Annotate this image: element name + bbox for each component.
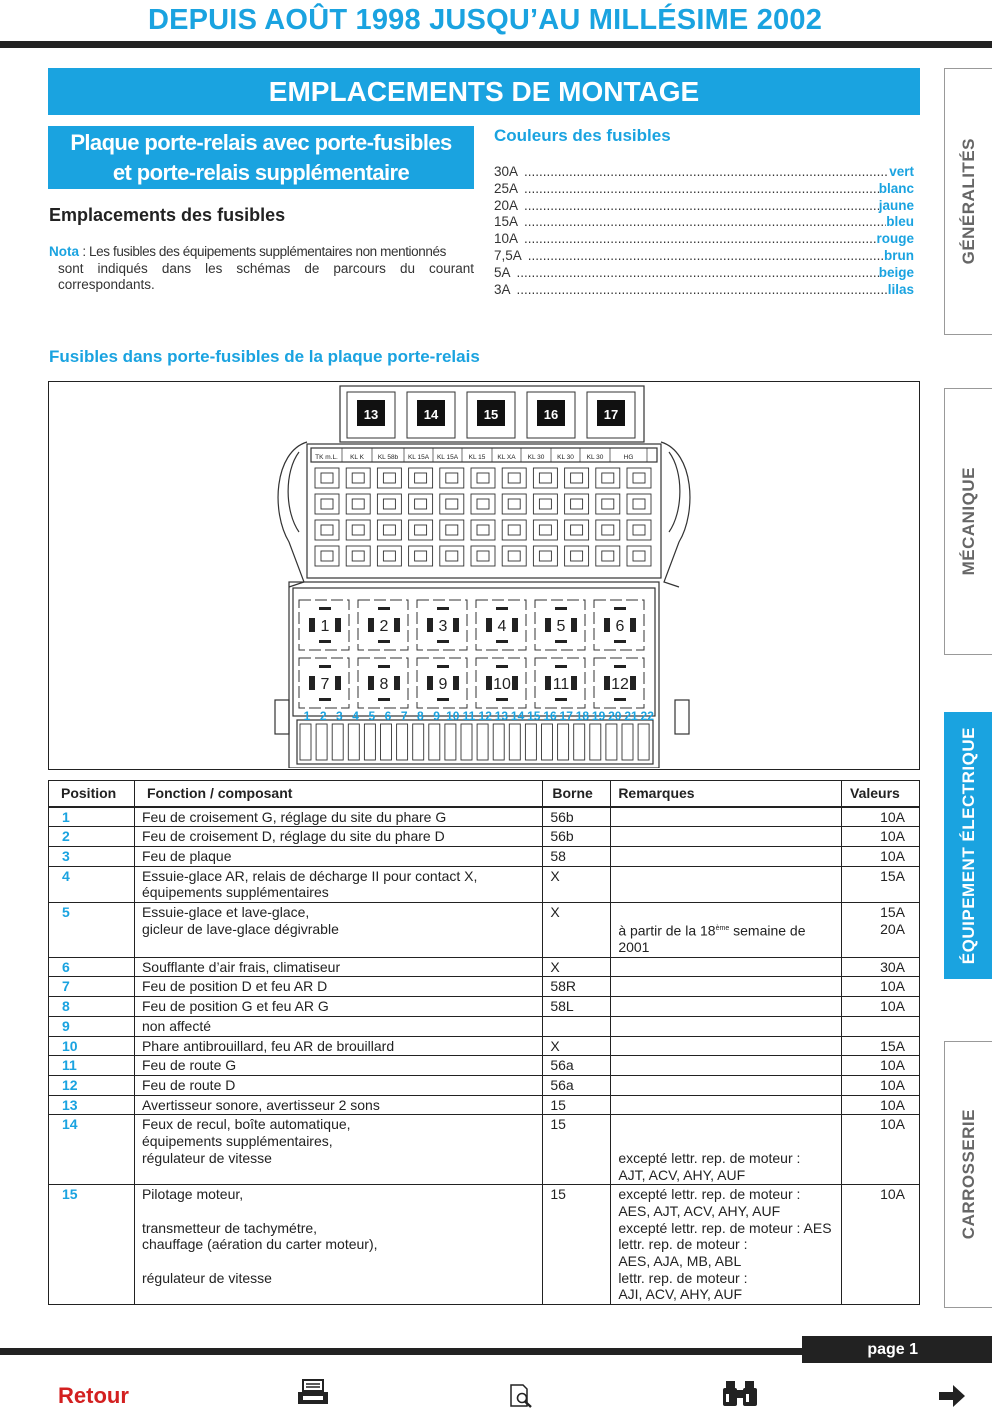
fonction-line: Avertisseur sonore, avertisseur 2 sons	[141, 1096, 380, 1113]
fuse-number: 12	[478, 709, 492, 723]
cell-position: 4	[49, 866, 135, 902]
fonction-line: Feu de croisement D, réglage du site du phare D	[141, 828, 445, 845]
cell-fonction	[134, 1185, 542, 1305]
table-row	[49, 1016, 920, 1036]
fuse-number: 8	[417, 709, 424, 723]
cell-remarques	[611, 866, 842, 902]
cell-remarques	[611, 846, 842, 866]
cell-position: 15	[49, 1185, 135, 1305]
table-row	[49, 807, 920, 827]
cell-borne: 58R	[543, 977, 611, 997]
remarque-line	[618, 1116, 834, 1133]
remarque-line: AJT, ACV, AHY, AUF	[618, 1166, 746, 1183]
cell-remarques	[611, 1095, 842, 1115]
terminal-label: KL 15A	[436, 454, 459, 461]
cell-fonction	[134, 807, 542, 827]
cell-fonction	[134, 1115, 542, 1185]
table-row	[49, 1115, 920, 1185]
cell-position: 1	[49, 807, 135, 827]
relay-number: 5	[556, 618, 566, 635]
cell-position: 10	[49, 1036, 135, 1056]
relay-position	[594, 600, 644, 650]
nota-label: Nota	[49, 244, 79, 259]
cell-borne	[543, 1016, 611, 1036]
terminal-label: KL 30	[527, 454, 545, 461]
fuse-number: 21	[624, 709, 638, 723]
valeur-line: 30A	[880, 958, 905, 975]
table-row	[49, 846, 920, 866]
col-fonction: Fonction / composant	[134, 781, 542, 807]
cell-fonction	[134, 1036, 542, 1056]
fonction-line	[142, 1253, 535, 1270]
valeur-line: 10A	[880, 1057, 905, 1074]
relay-number: 3	[438, 618, 448, 635]
nota-line1: : Les fusibles des équipements supplémentaires non mentionnés	[79, 244, 446, 259]
table-row	[49, 1056, 920, 1076]
fonction-line: Essuie-glace AR, relais de décharge II pour contact X,	[141, 867, 478, 884]
remarque-line: excepté lettr. rep. de moteur : AES	[618, 1219, 832, 1236]
side-tab-carrosserie[interactable]: CARROSSERIE	[944, 1041, 992, 1308]
col-borne: Borne	[543, 781, 611, 807]
relay-position	[594, 658, 644, 708]
fonction-line: Phare antibrouillard, feu AR de brouillard	[141, 1037, 395, 1054]
terminal-label: KL 30	[586, 454, 604, 461]
top-relay-number: 13	[363, 407, 379, 422]
relay-position	[535, 600, 585, 650]
fuse-number: 7	[400, 709, 408, 723]
remarque-line: lettr. rep. de moteur :	[618, 1236, 748, 1253]
valeur-line: 10A	[880, 1186, 905, 1203]
cell-remarques	[611, 997, 842, 1017]
cell-fonction	[134, 1056, 542, 1076]
table-row	[49, 1036, 920, 1056]
fuse-number: 22	[640, 709, 654, 723]
fonction-line: équipements supplémentaires,	[141, 1133, 333, 1150]
cell-fonction	[134, 827, 542, 847]
valeur-line: 20A	[880, 920, 905, 937]
terminal-label: HG	[623, 454, 634, 461]
cell-borne: X	[543, 866, 611, 902]
table-row	[49, 1185, 920, 1305]
relay-number: 12	[611, 676, 629, 693]
cell-borne: 15	[543, 1115, 611, 1185]
top-relay-number: 14	[423, 407, 439, 422]
relay-position	[476, 600, 526, 650]
cell-valeur	[842, 827, 920, 847]
cell-position: 3	[49, 846, 135, 866]
fonction-line: Essuie-glace et lave-glace,	[141, 904, 310, 921]
fuse-number: 15	[527, 709, 541, 723]
fuse-number: 6	[384, 709, 392, 723]
relay-position	[299, 658, 349, 708]
cell-position: 6	[49, 957, 135, 977]
fonction-line: gicleur de lave-glace dégivrable	[141, 920, 339, 937]
top-relay-number: 17	[603, 407, 619, 422]
col-valeurs: Valeurs	[842, 781, 920, 807]
fuse-color-list	[494, 164, 914, 298]
fuse-number: 9	[433, 709, 440, 723]
cell-valeur	[842, 1185, 920, 1305]
table-row	[49, 866, 920, 902]
table-row	[49, 957, 920, 977]
fuse-number: 10	[446, 709, 460, 723]
cell-borne: 56b	[543, 827, 611, 847]
valeur-line: 10A	[880, 998, 905, 1015]
cell-fonction	[134, 1095, 542, 1115]
fonction-line: Feu de position D et feu AR D	[141, 978, 328, 995]
table-row	[49, 827, 920, 847]
fonction-line: Feu de route G	[141, 1057, 237, 1074]
fuse-color-row: 3A ..... lilas	[494, 282, 914, 299]
remarque-line	[618, 904, 834, 921]
cell-position: 8	[49, 997, 135, 1017]
terminal-label: TK m.L.	[315, 454, 338, 461]
printer-icon[interactable]	[296, 1378, 330, 1408]
top-relay	[347, 392, 395, 438]
fuse-color-row: 5A ..... beige	[494, 265, 914, 282]
cell-fonction	[134, 866, 542, 902]
remarque-line: excepté lettr. rep. de moteur :	[618, 1186, 801, 1203]
cell-remarques	[611, 1056, 842, 1076]
zoom-page-icon[interactable]	[508, 1383, 536, 1409]
col-remarques: Remarques	[611, 781, 842, 807]
fuse-table	[48, 780, 920, 1305]
relay-number: 2	[379, 618, 389, 635]
side-tab-equipement-electrique[interactable]: ÉQUIPEMENT ÉLECTRIQUE	[944, 712, 992, 979]
fuse-color-row: 10A ..... rouge	[494, 231, 914, 248]
cell-fonction	[134, 1076, 542, 1096]
fonction-line: Pilotage moteur,	[141, 1186, 244, 1203]
fonction-line: non affecté	[141, 1017, 211, 1034]
valeur-line: 10A	[880, 828, 905, 845]
valeur-line: 10A	[880, 978, 905, 995]
page-number: page 1	[802, 1336, 992, 1363]
fuse-color-row: 30A ..... vert	[494, 164, 914, 181]
fuse-number: 2	[319, 709, 327, 723]
top-relay-number: 15	[483, 407, 499, 422]
fonction-line: transmetteur de tachymétre,	[141, 1219, 318, 1236]
cell-borne: X	[543, 903, 611, 958]
fonction-line: Feu de croisement G, réglage du site du phare G	[141, 808, 447, 825]
cell-remarques	[611, 957, 842, 977]
fuse-color-row: 20A ..... jaune	[494, 198, 914, 215]
fuse-color-row: 25A ..... blanc	[494, 181, 914, 198]
fonction-line: Feu de route D	[141, 1077, 236, 1093]
subheading-line1: Plaque porte-relais avec porte-fusibles	[70, 130, 452, 155]
relay-position	[535, 658, 585, 708]
cell-position: 7	[49, 977, 135, 997]
fuse-number: 11	[462, 709, 476, 723]
cell-valeur	[842, 1076, 920, 1096]
top-relay-number: 16	[543, 407, 559, 422]
colors-title: Couleurs des fusibles	[494, 126, 671, 145]
fuse-number: 17	[559, 709, 573, 723]
relay-plate-diagram	[48, 381, 920, 770]
fuse-number: 19	[591, 709, 606, 723]
fuse-number: 3	[336, 709, 343, 723]
cell-borne: 56b	[543, 807, 611, 827]
cell-valeur	[842, 997, 920, 1017]
relay-number: 10	[493, 676, 511, 693]
side-tab-mecanique[interactable]: MÉCANIQUE	[944, 388, 992, 655]
table-row	[49, 997, 920, 1017]
fuse-number: 16	[543, 709, 557, 723]
valeur-line: 10A	[880, 1077, 905, 1093]
remarque-line: lettr. rep. de moteur :	[618, 1269, 748, 1286]
valeur-line: 15A	[880, 867, 905, 884]
fuse-color-row: 15A ..... bleu	[494, 214, 914, 231]
cell-borne: 56a	[543, 1056, 611, 1076]
fuse-number: 18	[575, 709, 590, 723]
fonction-line	[142, 1286, 535, 1303]
valeur-line: 15A	[880, 904, 905, 921]
binoculars-icon[interactable]	[721, 1378, 759, 1408]
fonction-line: Feu de plaque	[141, 847, 232, 864]
cell-valeur	[842, 1115, 920, 1185]
cell-remarques	[611, 827, 842, 847]
valeur-line: 10A	[880, 1116, 905, 1133]
cell-valeur	[842, 807, 920, 827]
valeur-line: 10A	[880, 808, 905, 825]
table-row	[49, 903, 920, 958]
valeur-line: 15A	[880, 1037, 905, 1054]
fonction-line: Soufflante d’air frais, climatiseur	[141, 958, 341, 975]
cell-borne: 56a	[543, 1076, 611, 1096]
relay-plate-svg	[49, 382, 918, 768]
cell-position: 13	[49, 1095, 135, 1115]
cell-valeur	[842, 1036, 920, 1056]
cell-borne: 58L	[543, 997, 611, 1017]
terminal-label: KL 58b	[377, 454, 399, 461]
cell-remarques	[611, 1076, 842, 1096]
table-header-row	[49, 781, 920, 807]
fuse-color-row: 7,5A ..... brun	[494, 248, 914, 265]
cell-valeur	[842, 957, 920, 977]
subheading-line2: et porte-relais supplémentaire	[112, 160, 410, 185]
cell-valeur	[842, 866, 920, 902]
remarque-line: AES, AJA, MB, ABL	[618, 1253, 742, 1270]
relay-position	[417, 600, 467, 650]
cell-fonction	[134, 846, 542, 866]
cell-remarques	[611, 1036, 842, 1056]
fuse-number: 1	[303, 709, 311, 723]
fonction-line	[142, 1167, 535, 1184]
cell-valeur	[842, 846, 920, 866]
cell-position: 2	[49, 827, 135, 847]
cell-valeur	[842, 977, 920, 997]
table-row	[49, 977, 920, 997]
top-rule	[0, 41, 992, 48]
cell-position: 11	[49, 1056, 135, 1076]
top-relay	[587, 392, 635, 438]
relay-number: 6	[615, 618, 625, 635]
cell-position: 14	[49, 1115, 135, 1185]
fonction-line: Feu de position G et feu AR G	[141, 998, 329, 1015]
relay-position	[417, 658, 467, 708]
relay-number: 8	[379, 676, 389, 693]
cell-fonction	[134, 1016, 542, 1036]
subheading-banner	[48, 126, 474, 189]
top-relay	[467, 392, 515, 438]
top-relay	[527, 392, 575, 438]
cell-valeur	[842, 1095, 920, 1115]
cell-remarques	[611, 807, 842, 827]
remarque-line: AJI, ACV, AHY, AUF	[618, 1286, 743, 1303]
fonction-line: Feux de recul, boîte automatique,	[141, 1116, 351, 1133]
table-row	[49, 1095, 920, 1115]
cell-valeur	[842, 1056, 920, 1076]
relay-number: 1	[320, 618, 330, 635]
valeur-line	[849, 1018, 905, 1035]
table-row	[49, 1076, 920, 1096]
remarque-line: excepté lettr. rep. de moteur :	[618, 1149, 801, 1166]
fonction-line: équipements supplémentaires	[141, 884, 329, 901]
cell-borne: 15	[543, 1185, 611, 1305]
cell-valeur	[842, 1016, 920, 1036]
remarque-line: à partir de la 18ème semaine de 2001	[618, 922, 806, 956]
next-arrow-icon[interactable]	[937, 1383, 967, 1409]
fonction-line: régulateur de vitesse	[141, 1149, 272, 1166]
cell-borne: 15	[543, 1095, 611, 1115]
col-position: Position	[49, 781, 135, 807]
relay-position	[299, 600, 349, 650]
cell-remarques	[611, 1115, 842, 1185]
relay-number: 4	[497, 618, 507, 635]
cell-position: 9	[49, 1016, 135, 1036]
cell-fonction	[134, 997, 542, 1017]
terminal-label: KL 15A	[407, 454, 430, 461]
cell-valeur	[842, 903, 920, 958]
remarque-line: AES, AJT, ACV, AHY, AUF	[618, 1202, 781, 1219]
cell-remarques	[611, 977, 842, 997]
relay-number: 9	[438, 676, 448, 693]
side-tab-generalites[interactable]: GÉNÉRALITÉS	[944, 68, 992, 335]
fuse-number: 13	[494, 709, 509, 723]
cell-borne: X	[543, 1036, 611, 1056]
relay-number: 7	[320, 676, 330, 693]
fuse-number: 14	[510, 709, 525, 723]
valeur-line: 10A	[880, 1096, 905, 1113]
fonction-line: chauffage (aération du carter moteur),	[141, 1236, 378, 1253]
terminal-label: KL 30	[557, 454, 574, 461]
relay-position	[358, 600, 408, 650]
fuse-number: 20	[608, 709, 622, 723]
cell-remarques	[611, 1016, 842, 1036]
relay-position	[476, 658, 526, 708]
cell-position: 12	[49, 1076, 135, 1096]
relay-position	[358, 658, 408, 708]
nota-paragraph	[49, 244, 474, 294]
terminal-label: KL 15	[468, 454, 486, 461]
nota-rest: sont indiqués dans les schémas de parcours du courant correspondants.	[58, 260, 474, 292]
top-relay	[407, 392, 455, 438]
fuse-number: 4	[352, 709, 359, 723]
valeur-line: 10A	[880, 847, 905, 864]
cell-remarques	[611, 903, 842, 958]
relay-number: 11	[552, 676, 570, 693]
cell-borne: X	[543, 957, 611, 977]
document-title: DEPUIS AOÛT 1998 JUSQU’AU MILLÉSIME 2002	[147, 4, 823, 36]
cell-remarques	[611, 1185, 842, 1305]
cell-fonction	[134, 957, 542, 977]
fuse-number: 5	[368, 709, 376, 723]
cell-borne: 58	[543, 846, 611, 866]
section-banner: EMPLACEMENTS DE MONTAGE	[48, 68, 920, 115]
remarque-line	[618, 1133, 834, 1150]
fuses-diagram-title: Fusibles dans porte-fusibles de la plaque porte-relais	[49, 347, 480, 366]
fonction-line: régulateur de vitesse	[141, 1269, 272, 1286]
locations-title: Emplacements des fusibles	[49, 205, 286, 225]
cell-position: 5	[49, 903, 135, 958]
terminal-label: KL XA	[497, 454, 516, 461]
cell-fonction	[134, 903, 542, 958]
back-link[interactable]: Retour	[58, 1383, 129, 1408]
fonction-line	[142, 1203, 535, 1220]
terminal-label: KL K	[350, 454, 364, 461]
cell-fonction	[134, 977, 542, 997]
